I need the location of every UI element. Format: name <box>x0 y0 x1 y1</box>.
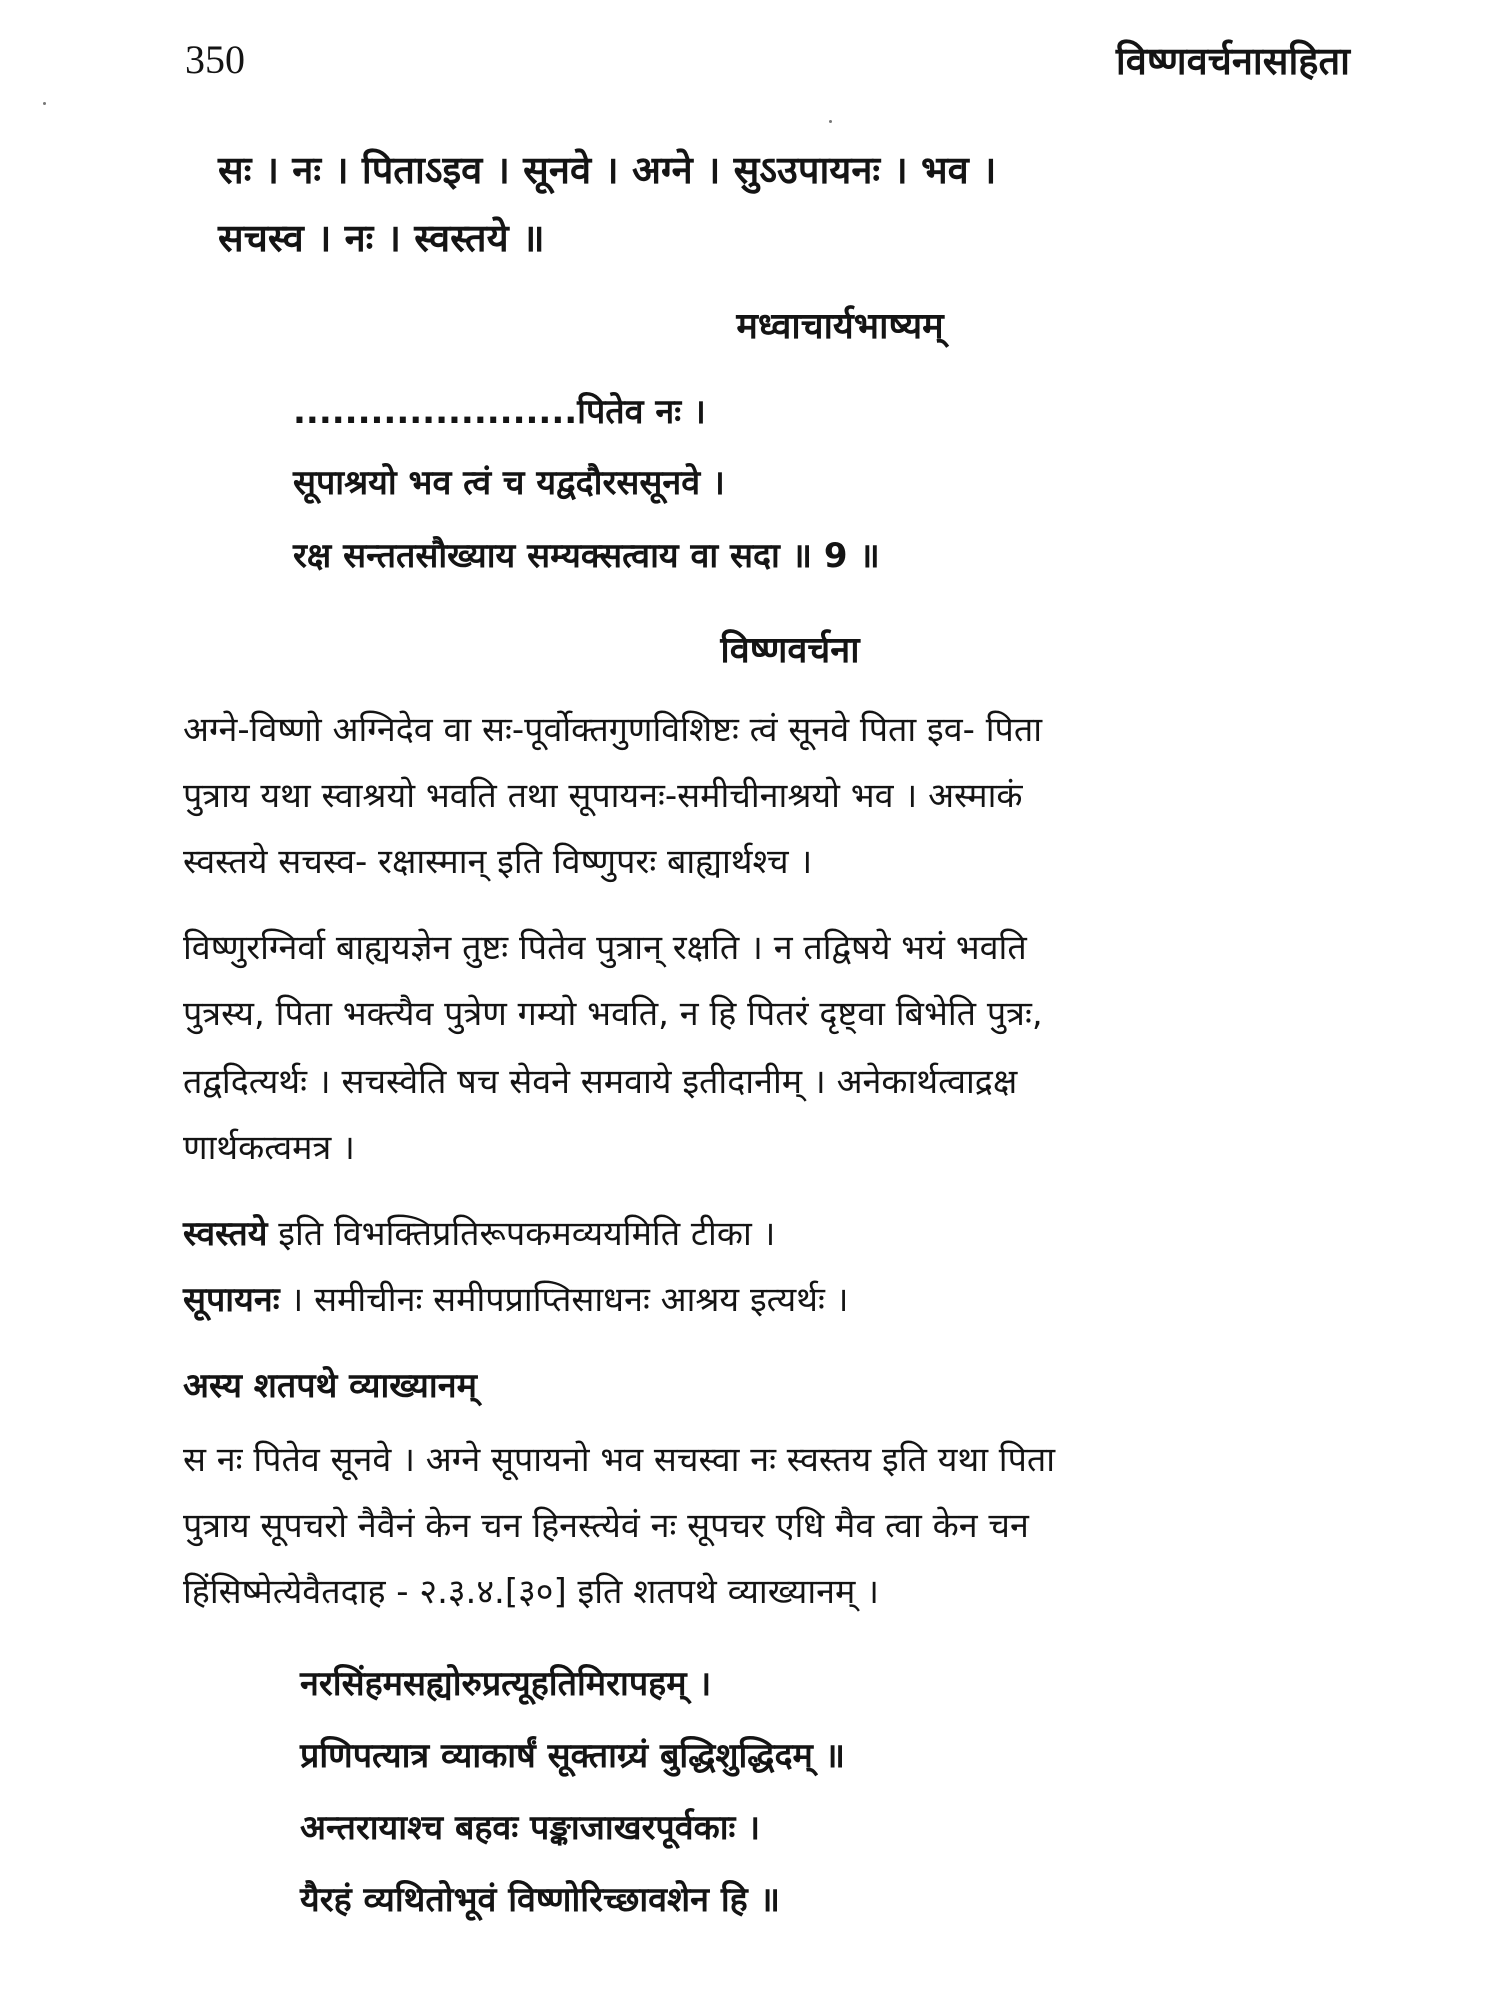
closing-verse-line: नरसिंहमसह्योरुप्रत्यूहतिमिरापहम् । <box>300 1664 712 1704</box>
commentary-line: अग्ने-विष्णो अग्निदेव वा सः-पूर्वोक्तगुणविशिष्टः त्वं सूनवे पिता इव- पिता <box>183 710 1043 750</box>
section-heading-shatapatha: अस्य शतपथे व्याख्यानम् <box>183 1366 477 1406</box>
gloss-note <box>183 1214 775 1255</box>
shatapatha-line: पुत्राय सूपचरो नैवैनं केन चन हिनस्त्येवं नः सूपचर एधि मैव त्वा केन चन <box>183 1506 1029 1546</box>
madhva-verse-line: सूपाश्रयो भव त्वं च यद्वदौरससूनवे । <box>293 463 725 503</box>
section-heading-vishnvarchana: विष्णवर्चना <box>720 630 860 671</box>
commentary-line: विष्णुरग्निर्वा बाह्ययज्ञेन तुष्टः पितेव पुत्रान् रक्षति । न तद्विषये भयं भवति <box>183 928 1027 968</box>
closing-verse-line: अन्तरायाश्च बहवः पङ्काजाखरपूर्वकाः । <box>300 1808 761 1848</box>
scan-speck <box>43 102 46 105</box>
commentary-line: पुत्राय यथा स्वाश्रयो भवति तथा सूपायनः-समीचीनाश्रयो भव । अस्माकं <box>183 776 1023 816</box>
shatapatha-line: स नः पितेव सूनवे । अग्ने सूपायनो भव सचस्वा नः स्वस्तय इति यथा पिता <box>183 1440 1056 1480</box>
gloss-note <box>183 1280 849 1321</box>
running-title: विष्णवर्चनासहिता <box>1115 39 1350 83</box>
section-heading-madhva: मध्वाचार्यभाष्यम् <box>736 306 944 347</box>
gloss-text: इति विभक्तिप्रतिरूपकमव्ययमिति टीका । <box>267 1214 776 1254</box>
gloss-text: । समीचीनः समीपप्राप्तिसाधनः आश्रय इत्यर्थः । <box>279 1280 849 1320</box>
page-number: 350 <box>185 37 245 82</box>
mantra-line-1: सः । नः । पिताऽइव । सूनवे । अग्ने । सुऽउपायनः । भव । <box>218 148 997 192</box>
commentary-line: पुत्रस्य, पिता भक्त्यैव पुत्रेण गम्यो भवति, न हि पितरं दृष्ट्वा बिभेति पुत्रः, <box>183 994 1043 1034</box>
mantra-line-2: सचस्व । नः । स्वस्तये ॥ <box>218 216 545 260</box>
closing-verse-line: यैरहं व्यथितोभूवं विष्णोरिच्छावशेन हि ॥ <box>300 1880 780 1920</box>
gloss-term: स्वस्तये <box>183 1214 268 1254</box>
closing-verse-line: प्रणिपत्यात्र व्याकार्षं सूक्ताग्र्यं बुद्धिशुद्धिदम् ॥ <box>300 1736 846 1776</box>
gloss-term: सूपायनः <box>183 1280 280 1320</box>
commentary-line: स्वस्तये सचस्व- रक्षास्मान् इति विष्णुपरः बाह्यार्थश्च । <box>183 842 813 882</box>
scan-speck <box>829 120 832 123</box>
shatapatha-line: हिंसिष्मेत्येवैतदाह - २.३.४.[३०] इति शतपथे व्याख्यानम् । <box>183 1572 880 1612</box>
commentary-line: तद्वदित्यर्थः । सचस्वेति षच सेवने समवाये इतीदानीम् । अनेकार्थत्वाद्रक्ष <box>183 1062 1018 1102</box>
madhva-verse-line: रक्ष सन्ततसौख्याय सम्यक्सत्वाय वा सदा ॥ 9 ॥ <box>293 536 880 576</box>
madhva-verse-line: ......................पितेव नः । <box>293 392 706 432</box>
commentary-line: णार्थकत्वमत्र । <box>183 1128 355 1168</box>
